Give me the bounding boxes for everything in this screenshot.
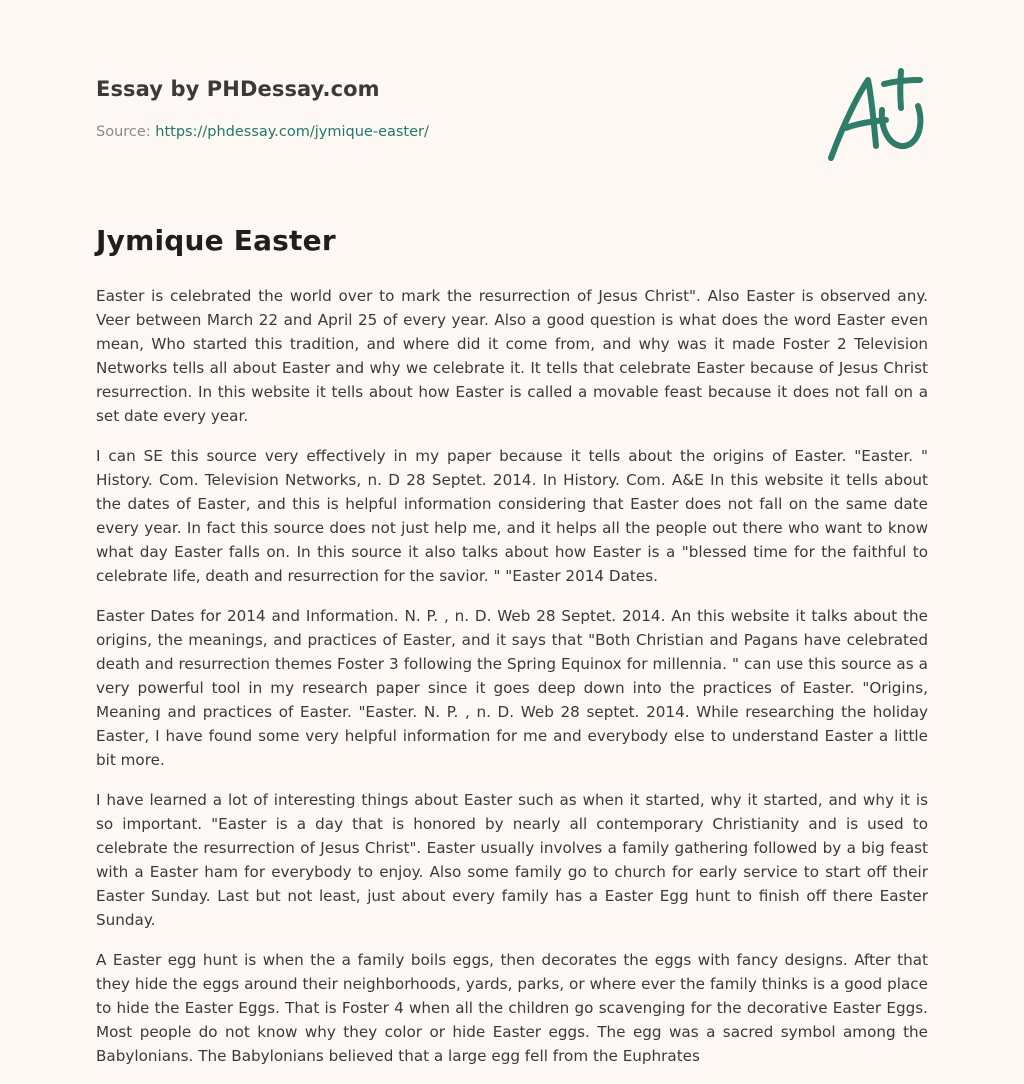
essay-paragraph: I can SE this source very effectively in my paper because it tells about the origins of Easter. "Easter. " History. Com. Television Networks, n. D 28 Septet. 2014. In History. Com. A&E In this website it tells about the dates of Easter, and this is helpful information considering that Easter does not fall on the same date every year. In fact this source does not just help me, and it helps all the people out there who want to know what day Easter falls on. In this source it also talks about how Easter is a "blessed time for the faithful to celebrate life, death and resurrection for the savior. " "Easter 2014 Dates. — [96, 447, 928, 585]
source-label: Source: — [96, 124, 151, 140]
essay-paragraph: I have learned a lot of interesting things about Easter such as when it started, why it started, and why it is so important. "Easter is a day that is honored by nearly all contemporary Christianity and is used to celebrate the resurrection of Jesus Christ". Easter usually involves a family gathering followed by a big feast with a Easter ham for everybody to enjoy. Also some family go to church for early service to start off their Easter Sunday. Last but not least, just about every family has a Easter Egg hunt to finish off there Easter Sunday. — [96, 791, 928, 929]
source-link[interactable]: https://phdessay.com/jymique-easter/ — [155, 124, 429, 140]
page-header — [96, 0, 928, 200]
brand-title: Essay by PHDessay.com — [96, 77, 380, 101]
essay-paragraph: A Easter egg hunt is when the a family boils eggs, then decorates the eggs with fancy designs. After that they hide the eggs around their neighborhoods, yards, parks, or where ever the family thinks is a good place to hide the Easter Eggs. That is Foster 4 when all the children go scavenging for the decorative Easter Eggs. Most people do not know why they color or hide Easter eggs. The egg was a sacred symbol among the Babylonians. The Babylonians believed that a large egg fell from the Euphrates — [96, 951, 928, 1065]
essay-page — [96, 0, 928, 1065]
essay-paragraph: Easter is celebrated the world over to mark the resurrection of Jesus Christ". Also Easter is observed any. Veer between March 22 and April 25 of every year. Also a good question is what does the word Easter even mean, Who started this tradition, and where did it come from, and why was it made Foster 2 Television Networks tells all about Easter and why we celebrate it. It tells that celebrate Easter because of Jesus Christ resurrection. In this website it tells about how Easter is called a movable feast because it does not fall on a set date every year. — [96, 287, 928, 425]
essay-title: Jymique Easter — [96, 224, 336, 257]
source-line — [96, 124, 429, 140]
a-plus-logo-icon — [824, 66, 928, 164]
essay-paragraph: Easter Dates for 2014 and Information. N. P. , n. D. Web 28 Septet. 2014. An this website it talks about the origins, the meanings, and practices of Easter, and it says that "Both Christian and Pagans have celebrated death and resurrection themes Foster 3 following the Spring Equinox for millennia. " can use this source as a very powerful tool in my research paper since it goes deep down into the practices of Easter. "Origins, Meaning and practices of Easter. "Easter. N. P. , n. D. Web 28 septet. 2014. While researching the holiday Easter, I have found some very helpful information for me and everybody else to understand Easter a little bit more. — [96, 607, 928, 769]
essay-body — [96, 284, 928, 1084]
